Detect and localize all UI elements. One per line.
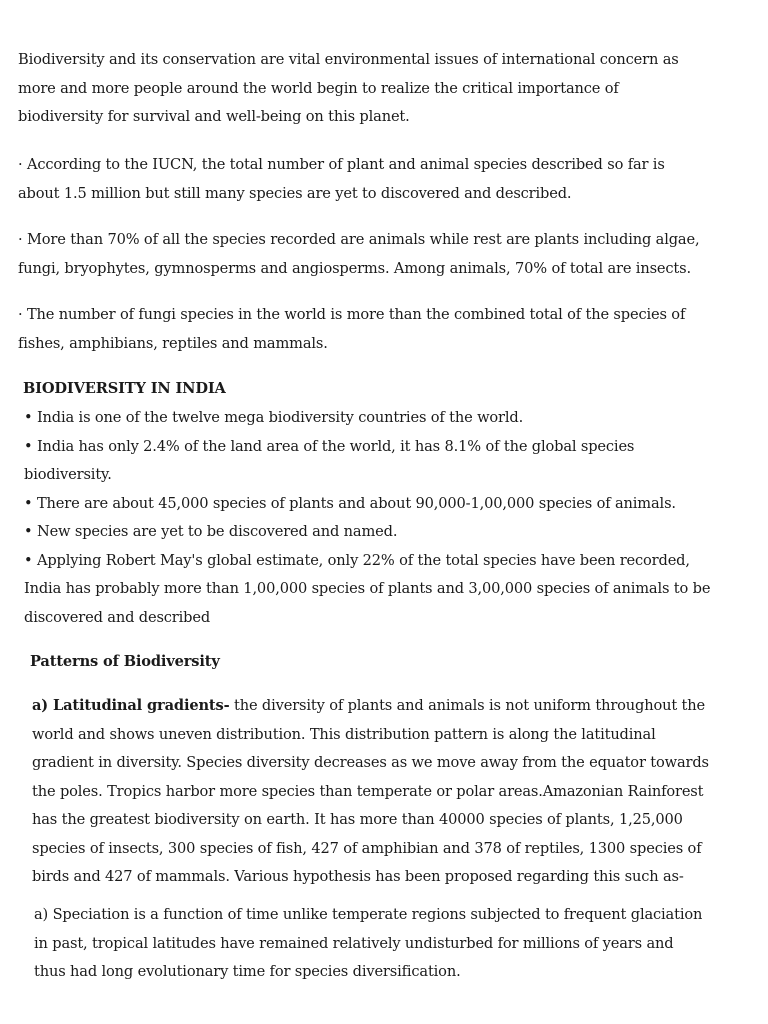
point-line: about 1.5 million but still many species are yet to discovered and described. — [18, 184, 572, 202]
intro-line: Biodiversity and its conservation are vital environmental issues of international concern as — [18, 51, 679, 68]
point-line: · According to the IUCN, the total number of plant and animal species described so far is — [18, 156, 665, 173]
india-line: India has probably more than 1,00,000 species of plants and 3,00,000 species of animals to be — [24, 580, 711, 597]
patterns-heading: Patterns of Biodiversity — [30, 653, 220, 670]
point-animals — [18, 226, 753, 283]
point-fungi — [18, 301, 753, 358]
latitudinal-first-rest: the diversity of plants and animals is not uniform throughout the — [229, 697, 706, 714]
india-line: • There are about 45,000 species of plants and about 90,000-1,00,000 species of animals. — [24, 494, 676, 512]
intro-line: more and more people around the world begin to realize the critical importance of — [18, 79, 619, 97]
india-line: • New species are yet to be discovered and named. — [24, 523, 398, 540]
india-line: • India is one of the twelve mega biodiversity countries of the world. — [24, 409, 524, 426]
latitudinal-lead: a) Latitudinal gradients- — [32, 697, 230, 714]
intro-paragraph — [18, 46, 753, 132]
speciation-line: in past, tropical latitudes have remained relatively undisturbed for millions of years and — [34, 934, 674, 952]
point-line: fishes, amphibians, reptiles and mammals. — [18, 334, 328, 352]
speciation-line: thus had long evolutionary time for species diversification. — [34, 963, 461, 980]
india-line: • Applying Robert May's global estimate, only 22% of the total species have been recorded, — [24, 551, 690, 569]
speciation-paragraph — [34, 901, 754, 987]
latitudinal-first-line — [32, 692, 752, 721]
latitudinal-line: has the greatest biodiversity on earth. It has more than 40000 species of plants, 1,25,000 — [32, 811, 683, 828]
intro-line: biodiversity for survival and well-being on this planet. — [18, 108, 410, 125]
india-line: • India has only 2.4% of the land area of the world, it has 8.1% of the global species — [24, 437, 635, 455]
point-line: · The number of fungi species in the world is more than the combined total of the species of — [18, 306, 686, 323]
point-iucn — [18, 151, 753, 208]
india-list — [24, 404, 749, 632]
latitudinal-line: world and shows uneven distribution. This distribution pattern is along the latitudinal — [32, 725, 656, 743]
latitudinal-line: gradient in diversity. Species diversity decreases as we move away from the equator towards — [32, 754, 709, 771]
latitudinal-line: birds and 427 of mammals. Various hypothesis has been proposed regarding this such as- — [32, 868, 684, 885]
india-line: discovered and described — [24, 608, 211, 626]
latitudinal-line: the poles. Tropics harbor more species than temperate or polar areas.Amazonian Rainforest — [32, 782, 704, 800]
point-line: fungi, bryophytes, gymnosperms and angiosperms. Among animals, 70% of total are insects. — [18, 259, 691, 277]
latitudinal-line: species of insects, 300 species of fish, 427 of amphibian and 378 of reptiles, 1300 species of — [32, 839, 702, 857]
point-line: · More than 70% of all the species recorded are animals while rest are plants including algae, — [18, 231, 700, 248]
india-line: biodiversity. — [24, 466, 112, 483]
latitudinal-paragraph — [32, 692, 752, 892]
india-heading: BIODIVERSITY IN INDIA — [23, 380, 226, 397]
speciation-line: a) Speciation is a function of time unlike temperate regions subjected to frequent glaciation — [34, 906, 703, 923]
